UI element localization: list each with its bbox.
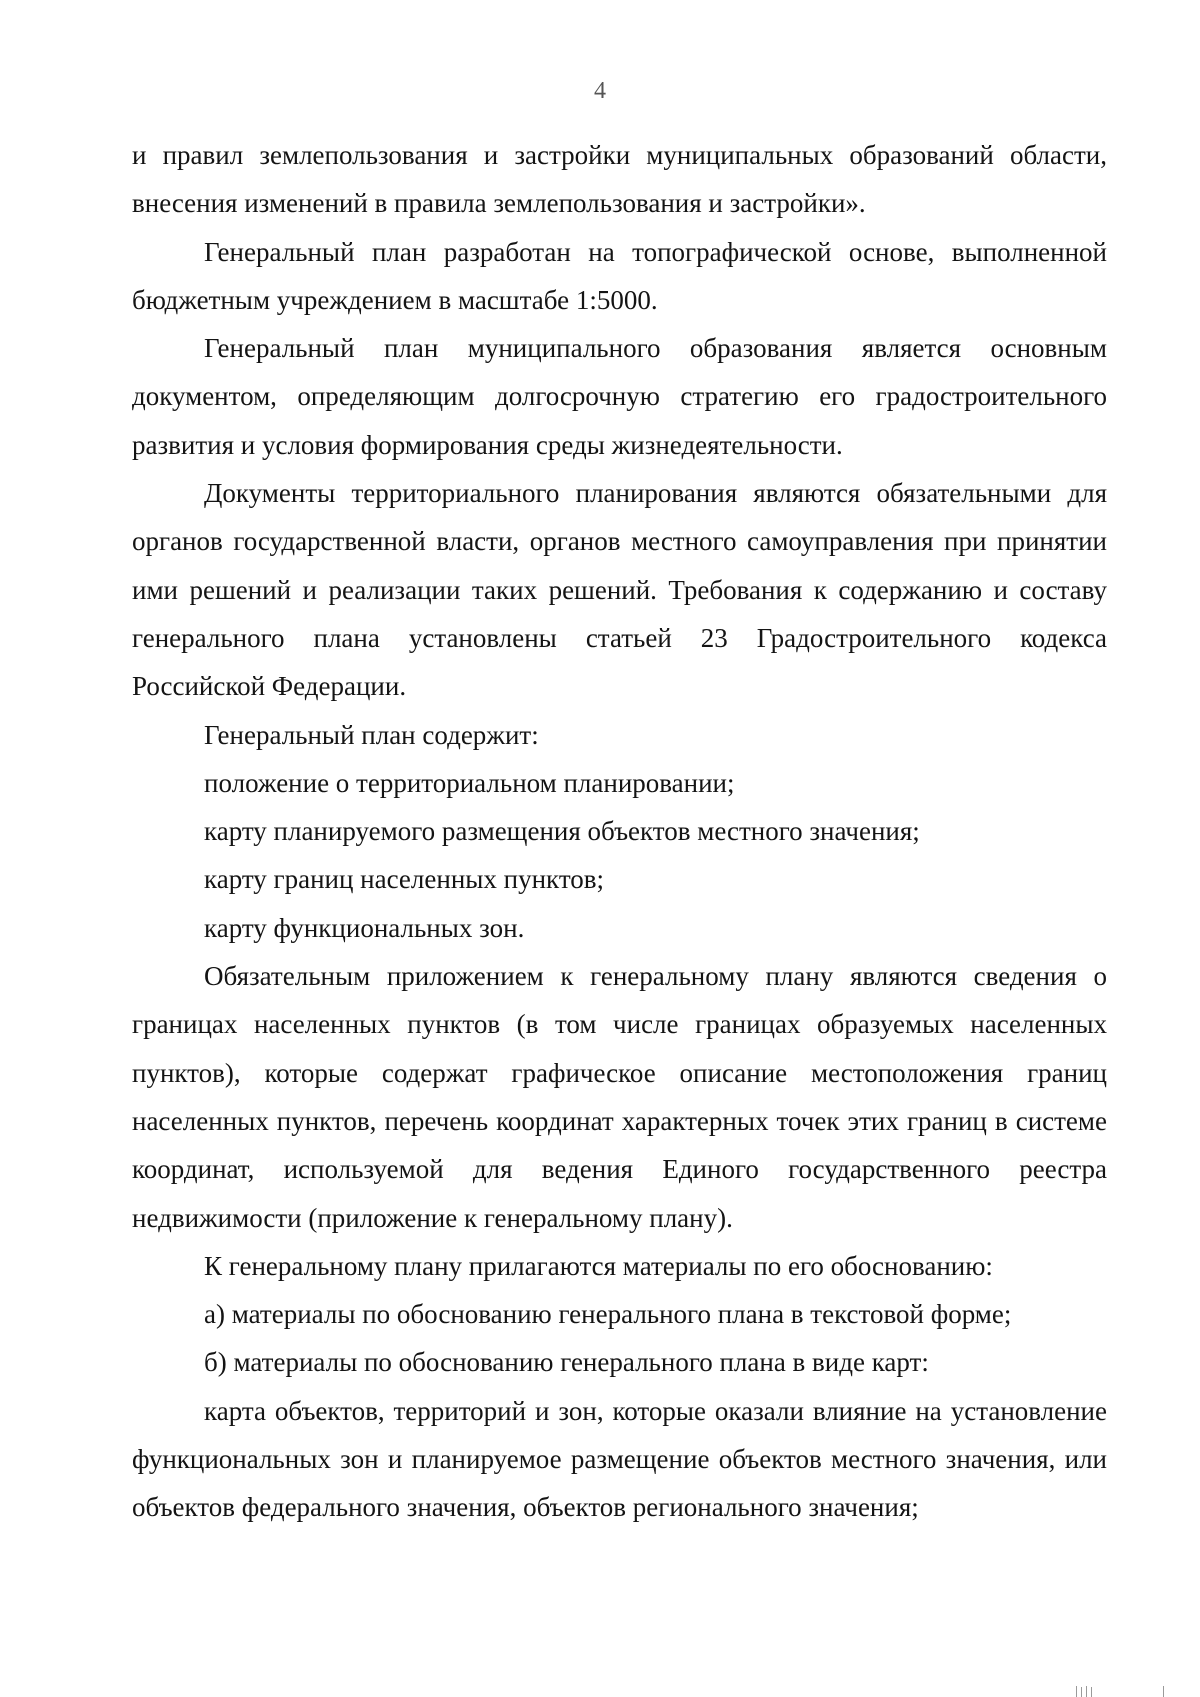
- paragraph-influence-map: карта объектов, территорий и зон, которые оказали влияние на установление функциональных зон и планируемое размещение объектов местного значения, или объектов федерального значения, объектов регионального значения;: [132, 1395, 1107, 1523]
- list-item-text-materials: а) материалы по обоснованию генерального плана в текстовой форме;: [204, 1299, 1012, 1330]
- paragraph-justification-materials: К генеральному плану прилагаются материалы по его обоснованию:: [204, 1250, 993, 1281]
- list-item-functional-zones-map: карту функциональных зон.: [204, 912, 525, 943]
- list-item-territorial-planning: положение о территориальном планировании;: [204, 767, 735, 798]
- paragraph-plan-contents-intro: Генеральный план содержит:: [204, 719, 539, 750]
- list-item-map-materials: б) материалы по обоснованию генерального плана в виде карт:: [204, 1347, 929, 1378]
- document-body: [132, 131, 1107, 1532]
- page-number: 4: [594, 78, 606, 104]
- paragraph-general-plan-definition: Генеральный план муниципального образования является основным документом, определяющим долгосрочную стратегию его градостроительного развития и условия формирования среды жизнедеятельности.: [132, 333, 1107, 460]
- paragraph-mandatory-appendix: Обязательным приложением к генеральному плану являются сведения о границах населенных пунктов (в том числе границах образуемых населенных пунктов), которые содержат графическое описание местоположения границ населенных пунктов, перечень координат характерных точек этих границ в системе координат, используемой для ведения Единого государственного реестра недвижимости (приложение к генеральному плану).: [132, 961, 1107, 1233]
- paragraph-continuation: и правил землепользования и застройки муниципальных образований области, внесения изменений в правила землепользования и застройки».: [132, 140, 1107, 219]
- paragraph-topographic-basis: Генеральный план разработан на топографической основе, выполненной бюджетным учреждением в масштабе 1:5000.: [132, 236, 1107, 315]
- list-item-settlement-borders-map: карту границ населенных пунктов;: [204, 864, 605, 895]
- list-item-local-objects-map: карту планируемого размещения объектов местного значения;: [204, 816, 920, 847]
- paragraph-planning-documents: Документы территориального планирования являются обязательными для органов государственной власти, органов местного самоуправления при принятии ими решений и реализации таких решений. Требования к содержанию и составу генерального плана установлены статьей 23 Градостроительного кодекса Российской Федерации.: [132, 478, 1107, 702]
